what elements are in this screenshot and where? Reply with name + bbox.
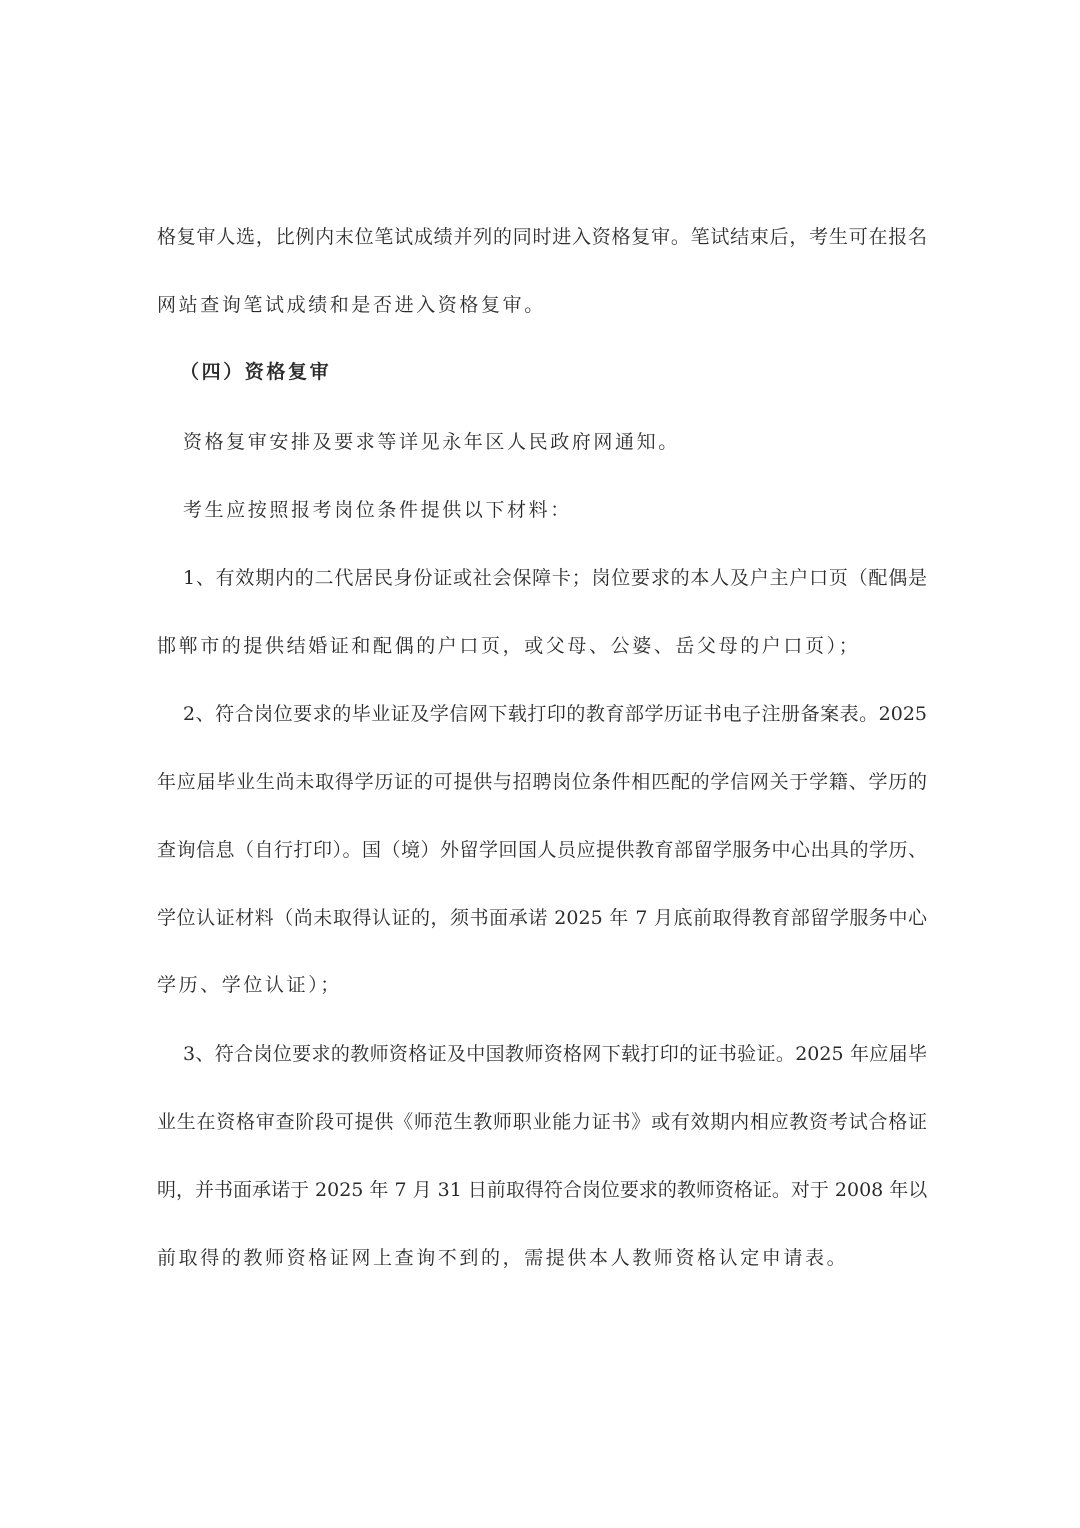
paragraph-line: 资格复审安排及要求等详见永年区人民政府网通知。 bbox=[183, 431, 680, 453]
list-item-line: 年应届毕业生尚未取得学历证的可提供与招聘岗位条件相匹配的学信网关于学籍、学历的 bbox=[157, 771, 927, 793]
paragraph-line: 网站查询笔试成绩和是否进入资格复审。 bbox=[157, 294, 546, 316]
list-item-line: 学位认证材料（尚未取得认证的，须书面承诺 2025 年 7 月底前取得教育部留学服务中心 bbox=[157, 907, 927, 929]
list-item-line: 查询信息（自行打印）。国（境）外留学回国人员应提供教育部留学服务中心出具的学历、 bbox=[157, 839, 927, 861]
list-item-line: 前取得的教师资格证网上查询不到的，需提供本人教师资格认定申请表。 bbox=[157, 1247, 849, 1269]
list-item-line: 学历、学位认证）； bbox=[157, 974, 342, 996]
paragraph-line: 格复审人选，比例内末位笔试成绩并列的同时进入资格复审。笔试结束后，考生可在报名 bbox=[157, 226, 927, 248]
list-item-line: 2、符合岗位要求的毕业证及学信网下载打印的教育部学历证书电子注册备案表。2025 bbox=[183, 703, 927, 725]
paragraph-line: 考生应按照报考岗位条件提供以下材料： bbox=[183, 499, 572, 521]
list-item-line: 1、有效期内的二代居民身份证或社会保障卡；岗位要求的本人及户主户口页（配偶是 bbox=[183, 567, 927, 589]
section-heading: （四）资格复审 bbox=[180, 361, 332, 383]
list-item-line: 明，并书面承诺于 2025 年 7 月 31 日前取得符合岗位要求的教师资格证。对于 2008 年以 bbox=[157, 1179, 927, 1201]
list-item-line: 3、符合岗位要求的教师资格证及中国教师资格网下载打印的证书验证。2025 年应届毕 bbox=[183, 1043, 927, 1065]
list-item-line: 业生在资格审查阶段可提供《师范生教师职业能力证书》或有效期内相应教资考试合格证 bbox=[157, 1111, 927, 1133]
list-item-line: 邯郸市的提供结婚证和配偶的户口页，或父母、公婆、岳父母的户口页）； bbox=[157, 635, 861, 657]
